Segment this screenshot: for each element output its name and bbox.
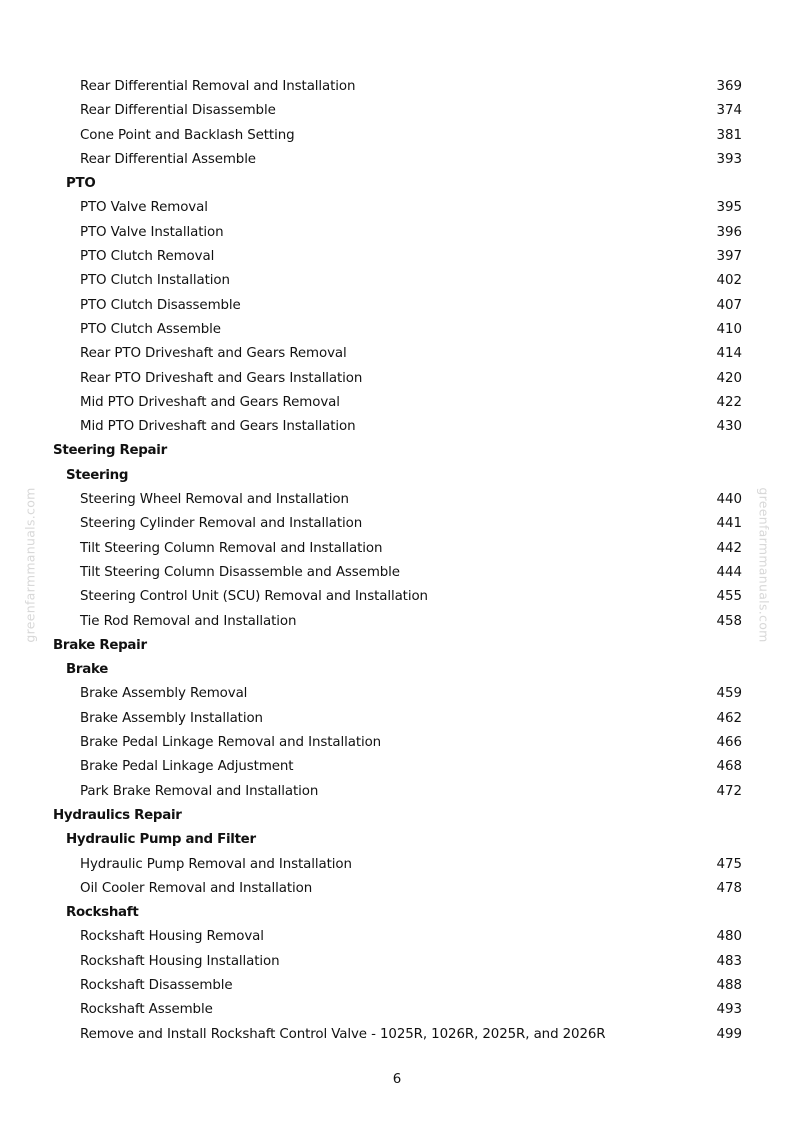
watermark-right: greenfarmmanuals.com [756, 487, 772, 643]
toc-page-number: 478 [716, 880, 742, 896]
toc-entry-label: PTO Clutch Installation [80, 273, 230, 289]
toc-page-number: 458 [716, 613, 742, 629]
toc-page-number: 407 [716, 297, 742, 313]
toc-page-number: 444 [716, 564, 742, 580]
toc-page-number: 455 [716, 589, 742, 605]
toc-page-number: 393 [716, 151, 742, 167]
toc-entry[interactable] [0, 318, 794, 342]
toc-chapter-label: Brake Repair [53, 637, 147, 653]
toc-entry-label: PTO Clutch Assemble [80, 321, 221, 337]
toc-entry-label: Rear Differential Assemble [80, 151, 256, 167]
toc-page-number: 442 [716, 540, 742, 556]
toc-page-number: 493 [716, 1002, 742, 1018]
toc-entry-label: Steering Wheel Removal and Installation [80, 492, 349, 508]
toc-entry-label: Tie Rod Removal and Installation [80, 613, 297, 629]
toc-entry[interactable] [0, 998, 794, 1022]
toc-chapter-label: Hydraulics Repair [53, 807, 182, 823]
toc-entry-label: PTO Valve Installation [80, 224, 224, 240]
toc-entry[interactable] [0, 124, 794, 148]
toc-page-number: 402 [716, 273, 742, 289]
toc-entry[interactable] [0, 415, 794, 439]
toc-page-number: 441 [716, 516, 742, 532]
toc-entry-label: Hydraulic Pump Removal and Installation [80, 856, 352, 872]
toc-entry[interactable] [0, 245, 794, 269]
toc-section-label: Rockshaft [66, 905, 139, 921]
toc-section-label: Brake [66, 662, 108, 678]
toc-entry[interactable] [0, 488, 794, 512]
toc-page-number: 488 [716, 977, 742, 993]
toc-page-number: 472 [716, 783, 742, 799]
toc-page-number: 381 [716, 127, 742, 143]
toc-entry-label: Oil Cooler Removal and Installation [80, 880, 313, 896]
toc-page-number: 483 [716, 953, 742, 969]
toc-section-label: PTO [66, 176, 96, 192]
toc-chapter[interactable] [0, 804, 794, 828]
toc-entry[interactable] [0, 682, 794, 706]
toc-entry-label: Rear PTO Driveshaft and Gears Removal [80, 346, 347, 362]
toc-entry[interactable] [0, 269, 794, 293]
toc-page-number: 396 [716, 224, 742, 240]
toc-entry-label: PTO Valve Removal [80, 200, 208, 216]
toc-page-number: 480 [716, 929, 742, 945]
toc-entry[interactable] [0, 294, 794, 318]
toc-page-number: 466 [716, 735, 742, 751]
toc-entry[interactable] [0, 99, 794, 123]
toc-entry[interactable] [0, 148, 794, 172]
toc-page-number: 414 [716, 346, 742, 362]
toc-section[interactable] [0, 172, 794, 196]
toc-page-number: 459 [716, 686, 742, 702]
toc-page-number: 374 [716, 103, 742, 119]
toc-chapter-label: Steering Repair [53, 443, 167, 459]
toc-entry[interactable] [0, 1023, 794, 1047]
toc-page-number: 422 [716, 394, 742, 410]
toc-entry-label: Remove and Install Rockshaft Control Valve - 1025R, 1026R, 2025R, and 2026R [80, 1026, 606, 1042]
toc-section-label: Steering [66, 467, 129, 483]
toc-page-number: 462 [716, 710, 742, 726]
toc-entry-label: Rear PTO Driveshaft and Gears Installation [80, 370, 363, 386]
toc-entry-label: Brake Pedal Linkage Removal and Installation [80, 735, 382, 751]
toc-entry[interactable] [0, 950, 794, 974]
toc-entry-label: Steering Cylinder Removal and Installation [80, 516, 363, 532]
toc-entry-label: Mid PTO Driveshaft and Gears Removal [80, 394, 340, 410]
toc-entry-label: Tilt Steering Column Removal and Installation [80, 540, 383, 556]
toc-entry-label: Cone Point and Backlash Setting [80, 127, 295, 143]
toc-section[interactable] [0, 901, 794, 925]
toc-entry-label: PTO Clutch Disassemble [80, 297, 241, 313]
toc-section[interactable] [0, 658, 794, 682]
toc-entry[interactable] [0, 391, 794, 415]
toc-section[interactable] [0, 828, 794, 852]
table-of-contents [0, 75, 794, 1047]
toc-entry-label: Rockshaft Disassemble [80, 977, 233, 993]
toc-section-label: Hydraulic Pump and Filter [66, 832, 256, 848]
toc-entry-label: Steering Control Unit (SCU) Removal and Installation [80, 589, 428, 605]
page-number: 6 [392, 1072, 402, 1087]
toc-chapter[interactable] [0, 634, 794, 658]
toc-entry[interactable] [0, 196, 794, 220]
toc-entry[interactable] [0, 853, 794, 877]
toc-entry[interactable] [0, 512, 794, 536]
toc-entry[interactable] [0, 755, 794, 779]
toc-section[interactable] [0, 464, 794, 488]
toc-chapter[interactable] [0, 439, 794, 463]
toc-page-number: 410 [716, 321, 742, 337]
toc-entry[interactable] [0, 221, 794, 245]
toc-entry-label: Rockshaft Housing Removal [80, 929, 264, 945]
toc-entry-label: Rockshaft Housing Installation [80, 953, 280, 969]
toc-page-number: 395 [716, 200, 742, 216]
toc-entry-label: Mid PTO Driveshaft and Gears Installation [80, 419, 356, 435]
toc-entry[interactable] [0, 974, 794, 998]
toc-entry-label: Brake Pedal Linkage Adjustment [80, 759, 294, 775]
toc-entry[interactable] [0, 877, 794, 901]
toc-page-number: 369 [716, 79, 742, 94]
toc-entry[interactable] [0, 367, 794, 391]
toc-entry-label: PTO Clutch Removal [80, 249, 215, 265]
toc-page-number: 499 [716, 1026, 742, 1042]
toc-entry[interactable] [0, 925, 794, 949]
toc-entry[interactable] [0, 75, 794, 99]
toc-entry[interactable] [0, 707, 794, 731]
toc-entry-label: Park Brake Removal and Installation [80, 783, 319, 799]
toc-entry-label: Rear Differential Disassemble [80, 103, 276, 119]
toc-page-number: 440 [716, 492, 742, 508]
toc-entry[interactable] [0, 537, 794, 561]
toc-entry[interactable] [0, 780, 794, 804]
toc-page-number: 430 [716, 419, 742, 435]
toc-page-number: 420 [716, 370, 742, 386]
toc-entry-label: Brake Assembly Removal [80, 686, 248, 702]
toc-page-number: 397 [716, 249, 742, 265]
toc-entry-label: Rockshaft Assemble [80, 1002, 213, 1018]
toc-entry[interactable] [0, 561, 794, 585]
toc-entry-label: Brake Assembly Installation [80, 710, 263, 726]
toc-entry[interactable] [0, 731, 794, 755]
toc-entry-label: Rear Differential Removal and Installation [80, 79, 356, 94]
watermark-left: greenfarmmanuals.com [22, 487, 38, 643]
toc-entry[interactable] [0, 585, 794, 609]
toc-page-number: 468 [716, 759, 742, 775]
toc-entry[interactable] [0, 610, 794, 634]
toc-entry-label: Tilt Steering Column Disassemble and Assemble [80, 564, 400, 580]
toc-page-number: 475 [716, 856, 742, 872]
toc-entry[interactable] [0, 342, 794, 366]
